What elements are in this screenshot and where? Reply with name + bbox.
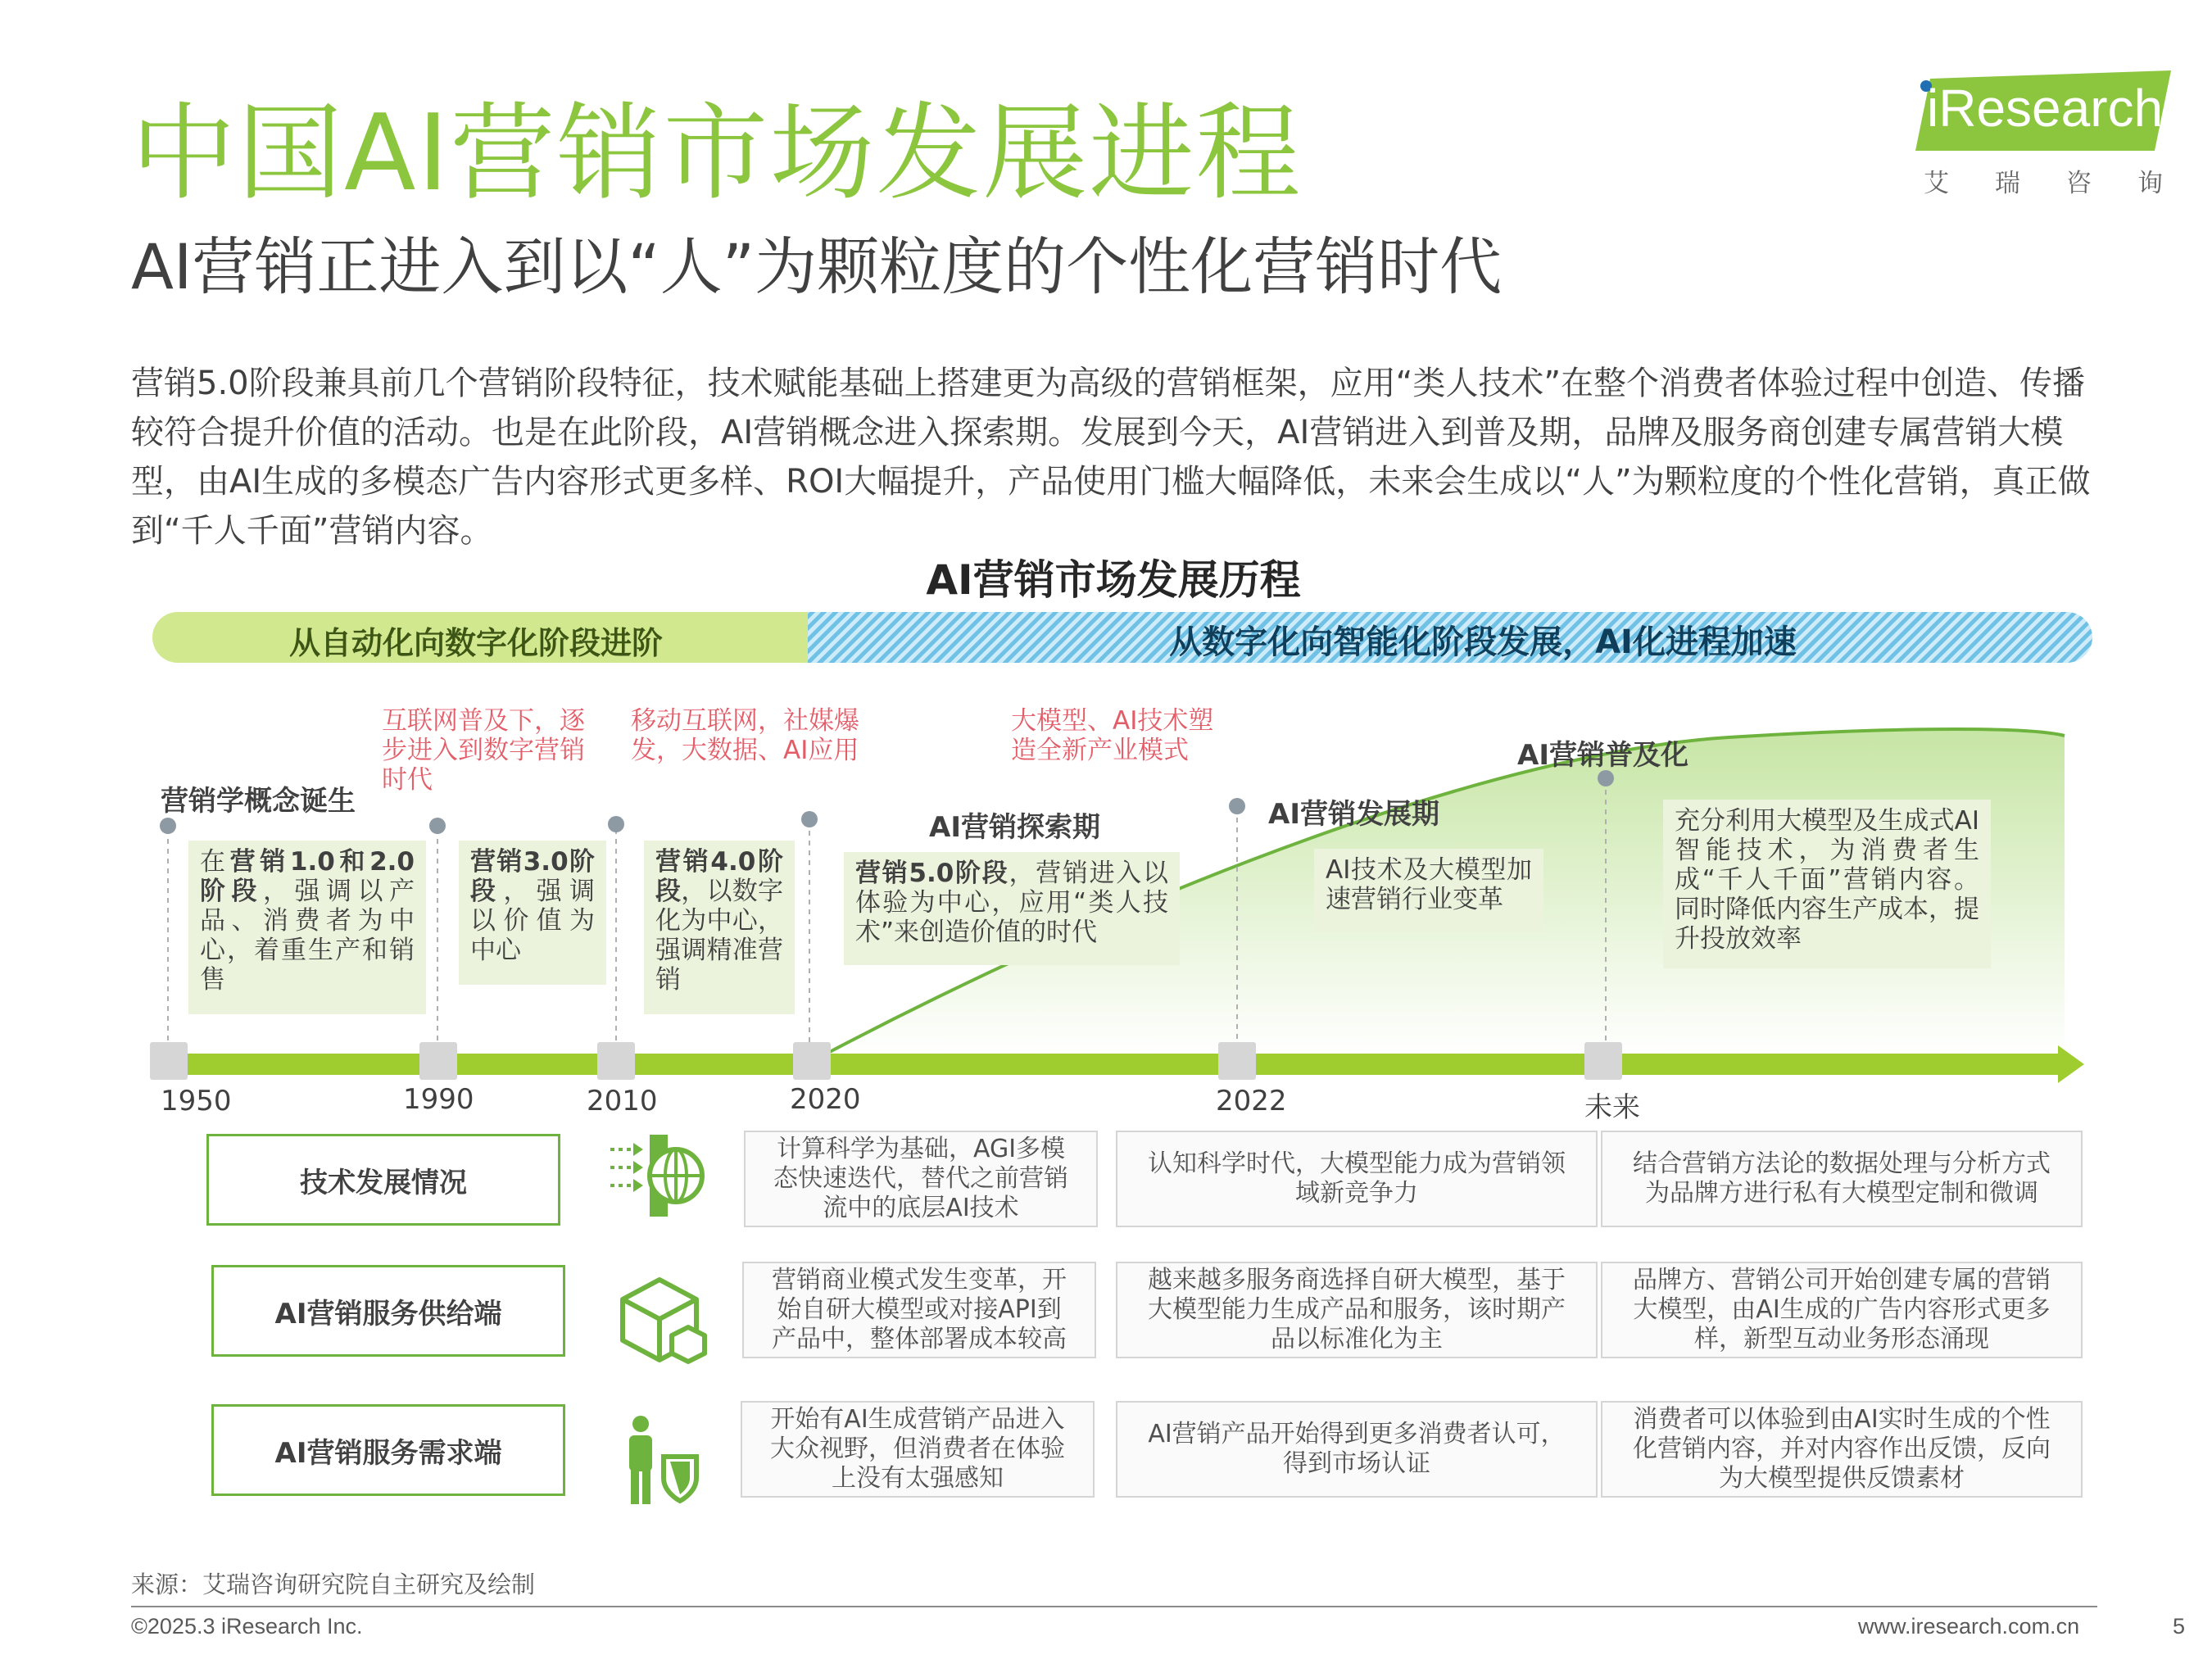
demand-cell-2020 bbox=[741, 1401, 1095, 1498]
demand-cell-future-line2: 化营销内容，并对内容作出反馈，反向 bbox=[1633, 1435, 2051, 1463]
stage-card-future: 充分利用大模型及生成式AI智能技术，为消费者生成“千人千面”营销内容。同时降低内容生产成本，提升投放效率 bbox=[1663, 800, 1991, 968]
year-label-2010: 2010 bbox=[587, 1085, 658, 1117]
source-note: 来源：艾瑞咨询研究院自主研究及绘制 bbox=[131, 1571, 536, 1598]
milestone-future: AI营销普及化 bbox=[1517, 739, 1688, 772]
stage-card-2020 bbox=[844, 852, 1180, 965]
stage-card-1950-text: ，强调以产品、消费者为中心，着重生产和销售 bbox=[200, 877, 415, 995]
intro-paragraph: 营销5.0阶段兼具前几个营销阶段特征，技术赋能基础上搭建更为高级的营销框架，应用“类人技术”在整个消费者体验过程中创造、传播较符合提升价值的活动。也是在此阶段，AI营销概念进入探索期。发展到今天，AI营销进入到普及期，品牌及服务商创建专属营销大模型，由AI生成的多模态广告内容形式更多样、ROI大幅提升，产品使用门槛大幅降低，未来会生成以“人”为颗粒度的个性化营销，真正做到“千人千面”营销内容。 bbox=[131, 365, 2091, 550]
supply-cell-future bbox=[1601, 1262, 2083, 1358]
demand-cell-future bbox=[1601, 1401, 2083, 1498]
milestone-1950: 营销学概念诞生 bbox=[161, 785, 356, 818]
supply-cell-2022-line1: 越来越多服务商选择自研大模型，基于 bbox=[1148, 1266, 1566, 1294]
stage-card-1950-bold: 营销1.0和2.0阶段 bbox=[200, 847, 415, 906]
year-label-1990: 1990 bbox=[403, 1083, 474, 1116]
stage-band-digital-label: 从自动化向数字化阶段进阶 bbox=[288, 625, 663, 661]
logo-cn-name: 艾瑞咨询 bbox=[1924, 169, 2209, 198]
logo-wordmark: iResearch bbox=[1927, 79, 2164, 138]
supply-cell-future-line3: 样，新型互动业务形态涌现 bbox=[1694, 1325, 1989, 1353]
supply-cell-2022-line2: 大模型能力生成产品和服务，该时期产 bbox=[1148, 1295, 1566, 1324]
tech-cell-2020-line3: 流中的底层AI技术 bbox=[823, 1194, 1019, 1222]
tech-cell-future-line1: 结合营销方法论的数据处理与分析方式 bbox=[1633, 1149, 2051, 1178]
supply-cell-future-line1: 品牌方、营销公司开始创建专属的营销 bbox=[1633, 1266, 2051, 1294]
stage-card-2010-text: ，以数字化为中心，强调精准营销 bbox=[655, 877, 783, 995]
website-link[interactable]: www.iresearch.com.cn bbox=[1858, 1614, 2080, 1639]
row-label-supply: AI营销服务供给端 bbox=[211, 1265, 565, 1357]
tech-cell-2022 bbox=[1116, 1131, 1598, 1227]
copyright: ©2025.3 iResearch Inc. bbox=[131, 1614, 363, 1639]
row-label-tech: 技术发展情况 bbox=[206, 1134, 560, 1226]
demand-cell-2020-line1: 开始有AI生成营销产品进入 bbox=[770, 1405, 1065, 1434]
supply-cell-future-line2: 大模型，由AI生成的广告内容形式更多 bbox=[1633, 1295, 2051, 1324]
tech-cell-2020-line2: 态快速迭代，替代之前营销 bbox=[773, 1164, 1068, 1193]
demand-cell-2020-line2: 大众视野，但消费者在体验 bbox=[770, 1435, 1065, 1463]
supply-cell-2020 bbox=[742, 1262, 1096, 1358]
stage-card-1990 bbox=[459, 841, 606, 985]
row-label-demand: AI营销服务需求端 bbox=[211, 1404, 565, 1496]
stage-band-intelligent-label: 从数字化向智能化阶段发展，AI化进程加速 bbox=[1169, 623, 1797, 661]
stage-card-2020-text: ，营销进入以体验为中心，应用“类人技术”来创造价值的时代 bbox=[855, 859, 1169, 947]
stage-card-2010 bbox=[644, 841, 795, 1014]
demand-cell-2022-line1: AI营销产品开始得到更多消费者认可， bbox=[1148, 1420, 1566, 1448]
year-label-2020: 2020 bbox=[790, 1083, 861, 1116]
boxes-icon bbox=[623, 1280, 705, 1362]
supply-cell-2020-line2: 始自研大模型或对接API到 bbox=[777, 1295, 1062, 1324]
stage-card-2010-bold: 营销4.0阶段 bbox=[655, 847, 783, 906]
supply-cell-2020-line3: 产品中，整体部署成本较高 bbox=[772, 1325, 1067, 1353]
milestone-2020: AI营销探索期 bbox=[929, 811, 1100, 844]
timeline-arrowhead bbox=[2058, 1045, 2084, 1083]
globe-arrows-icon bbox=[610, 1135, 702, 1217]
driver-2010: 移动互联网，社媒爆发，大数据、AI应用 bbox=[631, 706, 859, 765]
demand-cell-future-line1: 消费者可以体验到由AI实时生成的个性 bbox=[1633, 1405, 2051, 1434]
tech-cell-2022-line1: 认知科学时代，大模型能力成为营销领 bbox=[1148, 1149, 1566, 1178]
supply-cell-2020-line1: 营销商业模式发生变革，开 bbox=[772, 1266, 1067, 1294]
tech-cell-future bbox=[1601, 1131, 2083, 1227]
footer-divider bbox=[131, 1606, 2097, 1607]
year-label-future: 未来 bbox=[1584, 1091, 1640, 1124]
tech-cell-2022-line2: 域新竞争力 bbox=[1295, 1179, 1418, 1208]
driver-2020: 大模型、AI技术塑造全新产业模式 bbox=[1011, 706, 1214, 765]
demand-cell-2020-line3: 上没有太强感知 bbox=[832, 1464, 1004, 1493]
stage-card-1950 bbox=[188, 841, 426, 1014]
demand-cell-2022-line2: 得到市场认证 bbox=[1283, 1449, 1430, 1478]
person-shield-icon bbox=[629, 1416, 696, 1504]
supply-cell-2022-line3: 品以标准化为主 bbox=[1271, 1325, 1443, 1353]
tech-cell-2020-line1: 计算科学为基础，AGI多模 bbox=[776, 1135, 1066, 1163]
tech-cell-future-line2: 为品牌方进行私有大模型定制和微调 bbox=[1645, 1179, 2038, 1208]
stage-card-2022: AI技术及大模型加速营销行业变革 bbox=[1314, 849, 1543, 932]
stage-card-1950-pre: 在 bbox=[200, 847, 230, 877]
stage-card-1990-bold: 营销3.0阶段 bbox=[470, 847, 595, 906]
stage-card-2020-bold: 营销5.0阶段 bbox=[855, 859, 1009, 888]
demand-cell-2022 bbox=[1116, 1401, 1598, 1498]
stage-card-1990-text: ，强调以价值为中心 bbox=[470, 877, 596, 965]
year-label-2022: 2022 bbox=[1216, 1085, 1287, 1117]
demand-cell-future-line3: 为大模型提供反馈素材 bbox=[1719, 1464, 1965, 1493]
page-number: 5 bbox=[2173, 1614, 2186, 1639]
milestone-2022: AI营销发展期 bbox=[1268, 798, 1439, 831]
chart-title: AI营销市场发展历程 bbox=[926, 556, 1301, 604]
driver-1990: 互联网普及下，逐步进入到数字营销时代 bbox=[382, 706, 585, 795]
supply-cell-2022 bbox=[1116, 1262, 1598, 1358]
year-label-1950: 1950 bbox=[161, 1085, 232, 1117]
page-subtitle: AI营销正进入到以“人”为颗粒度的个性化营销时代 bbox=[131, 230, 1503, 303]
tech-cell-2020 bbox=[744, 1131, 1098, 1227]
page-title: 中国AI营销市场发展进程 bbox=[131, 93, 1303, 215]
